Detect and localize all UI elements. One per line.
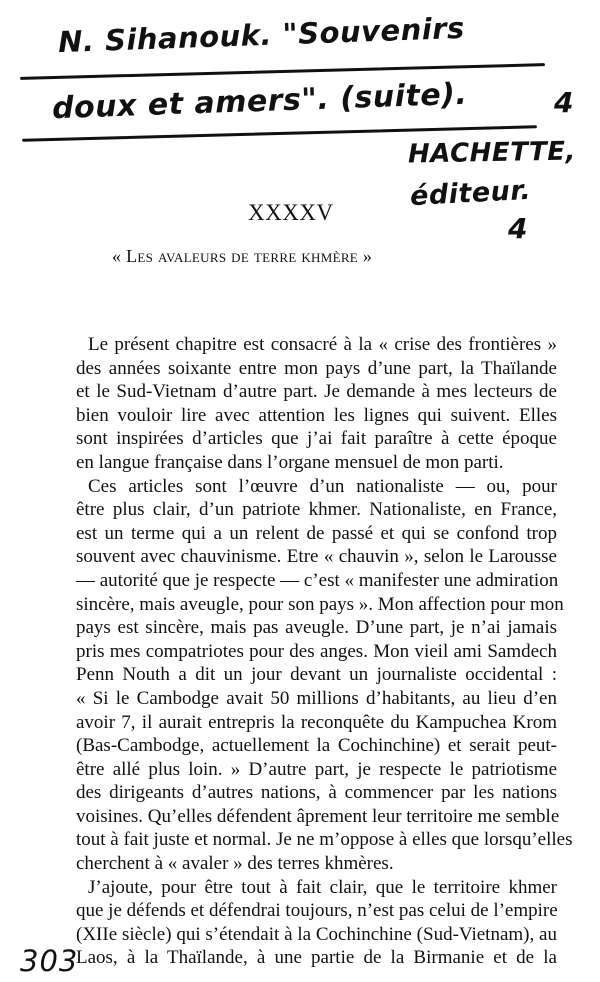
text-line: Laos, à la Thaïlande, à une partie de la Birmanie et de la: [76, 947, 557, 969]
text-line: et le Sud-Vietnam d’autre part. Je demande à mes lecteurs de: [76, 381, 557, 403]
text-line: être plus clair, d’un patriote khmer. Nationaliste, en France,: [76, 499, 557, 521]
handwritten-author-title-line: N. Sihanouk. "Souvenirs: [57, 10, 466, 60]
paragraph: [48, 333, 557, 475]
handwritten-check-mark: 4: [554, 86, 574, 119]
text-line: en langue française dans l’organe mensuel de mon parti.: [76, 451, 504, 473]
text-line: Penn Nouth a dit un jour devant un journaliste occidental :: [76, 664, 557, 686]
text-line: pays est sincère, mais pas aveugle. D’une part, je n’ai jamais: [76, 617, 557, 639]
text-line: est un terme qui a un relent de passé et qui se confond trop: [76, 522, 557, 544]
title-close-quote: »: [358, 246, 373, 266]
text-line: avoir 7, il aurait entrepris la reconquête du Kampuchea Krom: [76, 711, 557, 733]
chapter-title: [112, 246, 372, 267]
text-line: (XIIe siècle) qui s’étendait à la Cochinchine (Sud-Vietnam), au: [76, 923, 557, 945]
text-line: « Si le Cambodge avait 50 millions d’habitants, au lieu d’en: [76, 687, 557, 709]
text-line: Ces articles sont l’œuvre d’un nationaliste — ou, pour: [88, 475, 557, 497]
text-line: que je défends et défendrai toujours, n’est pas celui de l’empire: [76, 900, 558, 922]
text-line: — autorité que je respecte — c’est « manifester une admiration: [76, 569, 559, 591]
text-line: pris mes compatriotes pour des anges. Mon vieil ami Samdech: [76, 640, 557, 662]
handwritten-title-continuation: doux et amers". (suite).: [51, 76, 468, 127]
handwritten-check-mark: 4: [508, 212, 528, 245]
text-line: sont inspirées d’articles que j’ai fait paraître à cette époque: [76, 428, 557, 450]
paragraph: [48, 876, 557, 970]
text-line: cherchent à « avaler » des terres khmères.: [76, 853, 394, 875]
text-line: être allé plus loin. » D’autre part, je respecte le patriotisme: [76, 758, 557, 780]
text-line: (Bas-Cambodge, actuellement la Cochinchine) et serait peut-: [76, 735, 557, 757]
text-line: des années soixante entre mon pays d’une part, la Thaïlande: [76, 357, 557, 379]
title-initial: L: [126, 246, 138, 266]
paragraph: [48, 475, 573, 876]
title-open-quote: «: [112, 246, 127, 266]
body-text: [48, 333, 573, 970]
chapter-number: XXXXV: [248, 200, 334, 225]
text-line: tout à fait juste et normal. Je ne m’oppose à elles que lorsqu’elles: [76, 829, 573, 851]
text-line: J’ajoute, pour être tout à fait clair, que le territoire khmer: [88, 876, 557, 898]
page-number: 303: [20, 944, 79, 978]
text-line: Le présent chapitre est consacré à la « crise des frontières »: [88, 334, 557, 355]
handwritten-publisher: HACHETTE,: [407, 136, 577, 170]
text-line: bien vouloir lire avec attention les lignes qui suivent. Elles: [76, 404, 557, 426]
text-line: sincère, mais aveugle, pour son pays ». Mon affection pour mon: [76, 593, 564, 615]
handwritten-publisher-role: éditeur.: [409, 174, 532, 213]
text-line: des dirigeants d’autres nations, à commencer par les nations: [76, 782, 557, 804]
title-text: es avaleurs de terre khmère: [137, 246, 359, 266]
text-line: voisines. Qu’elles défendent âprement leur territoire me semble: [76, 805, 560, 827]
text-line: souvent avec chauvinisme. Etre « chauvin », selon le Larousse: [76, 546, 557, 568]
